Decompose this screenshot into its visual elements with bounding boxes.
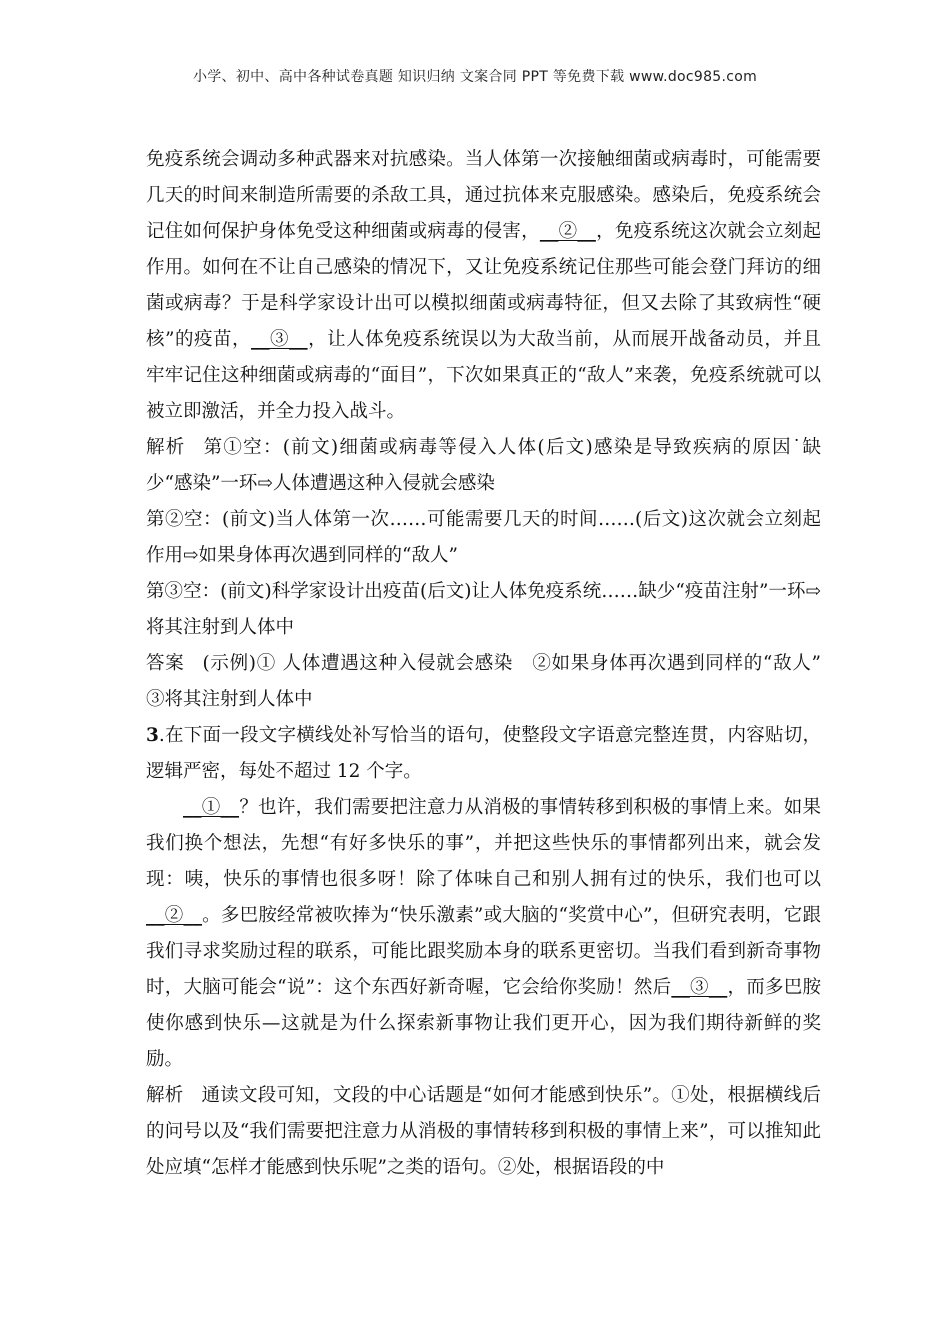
page-header: 小学、初中、高中各种试卷真题 知识归纳 文案合同 PPT 等免费下载 www.doc985.com [192, 69, 758, 85]
blank-1: __①__ [183, 797, 240, 818]
answer-1 [146, 646, 840, 718]
analysis-1-line-1 [146, 430, 821, 502]
analysis-label: 解析 [146, 1085, 184, 1106]
analysis-1-text-1: 第①空：(前文)细菌或病毒等侵入人体(后文)感染是导致疾病的原因˙缺少“感染”一环⇨人体遭遇这种入侵就会感染 [146, 437, 821, 494]
question-3-text: .在下面一段文字横线处补写恰当的语句，使整段文字语意完整连贯，内容贴切，逻辑严密，每处不超过 12 个字。 [146, 725, 821, 782]
analysis-3-text: 通读文段可知，文段的中心话题是“如何才能感到快乐”。①处，根据横线后的问号以及“我们需要把注意力从消极的事情转移到积极的事情上来”，可以推知此处应填“怎样才能感到快乐呢”之类的语句。②处，根据语段的中 [146, 1085, 821, 1178]
passage-1 [146, 142, 821, 430]
analysis-3 [146, 1078, 821, 1186]
analysis-label: 解析 [146, 437, 186, 458]
question-3 [146, 718, 821, 790]
analysis-1-line-3: 第③空：(前文)科学家设计出疫苗(后文)让人体免疫系统……缺少“疫苗注射”一环⇨将其注射到人体中 [146, 581, 821, 638]
blank-2: __②__ [539, 221, 596, 242]
passage-1-text-a: 免疫系统会调动多种武器来对抗感染。当人体第一次接触细菌或病毒时，可能需要几天的时间来制造所需要的杀敌工具，通过抗体来克服感染。感染后，免疫系统会记住如何保护身体免受这种细菌或病毒的侵害， [146, 149, 821, 242]
passage-3 [146, 790, 821, 1078]
blank-3: __③__ [251, 329, 308, 350]
passage-3-text-b: 。多巴胺经常被吹捧为“快乐激素”或大脑的“奖赏中心”，但研究表明，它跟我们寻求奖励过程的联系，可能比跟奖励本身的联系更密切。当我们看到新奇事物时，大脑可能会“说”：这个东西好新奇喔，它会给你奖励！然后 [146, 905, 821, 998]
answer-1-text: (示例)① 人体遭遇这种入侵就会感染 ②如果身体再次遇到同样的“敌人” ③将其注射到人体中 [146, 653, 840, 710]
passage-3-text-a: ？也许，我们需要把注意力从消极的事情转移到积极的事情上来。如果我们换个想法，先想“有好多快乐的事”，并把这些快乐的事情都列出来，就会发现：咦，快乐的事情也很多呀！除了体味自己和别人拥有过的快乐，我们也可以 [146, 797, 821, 890]
blank-2: __②__ [146, 905, 202, 926]
passage-1-text-b: ，免疫系统这次就会立刻起作用。如何在不让自己感染的情况下，又让免疫系统记住那些可能会登门拜访的细菌或病毒？于是科学家设计出可以模拟细菌或病毒特征，但又去除了其致病性“硬核”的疫苗， [146, 221, 821, 350]
passage-1-text-c: ，让人体免疫系统误以为大敌当前，从而展开战备动员，并且牢牢记住这种细菌或病毒的“面目”，下次如果真正的“敌人”来袭，免疫系统就可以被立即激活，并全力投入战斗。 [146, 329, 821, 422]
answer-label: 答案 [146, 653, 185, 674]
question-number: 3 [146, 725, 159, 746]
passage-3-text-c: ，而多巴胺使你感到快乐—这就是为什么探索新事物让我们更开心，因为我们期待新鲜的奖励。 [146, 977, 821, 1070]
blank-3: __③__ [671, 977, 728, 998]
document-body [146, 142, 840, 1186]
analysis-1-line-2: 第②空：(前文)当人体第一次……可能需要几天的时间……(后文)这次就会立刻起作用⇨如果身体再次遇到同样的“敌人” [146, 509, 821, 566]
